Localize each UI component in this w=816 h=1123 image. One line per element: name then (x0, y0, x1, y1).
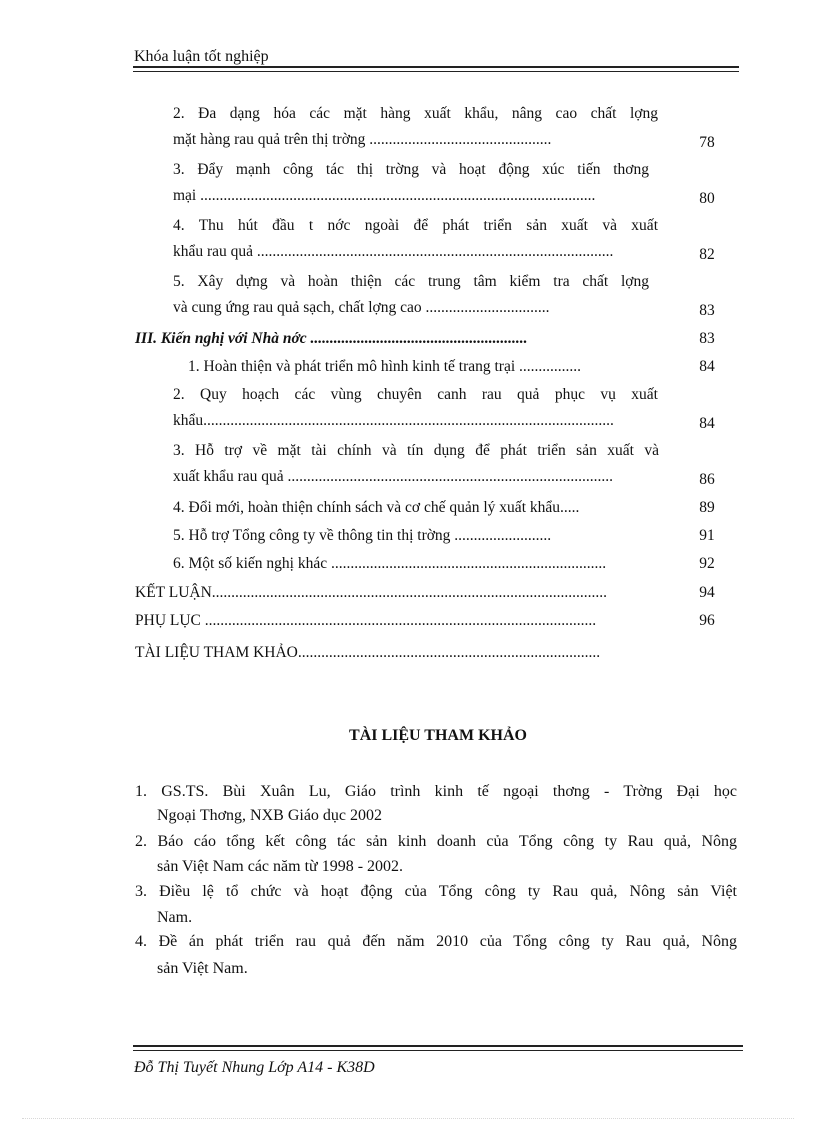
reference-item: 3. Điều lệ tổ chức và hoạt động của Tổng công ty Rau quả, Nông sản Việt (135, 883, 737, 900)
toc-entry-text: khẩu rau quả ............................................................................................ (173, 243, 614, 260)
toc-page-number: 83 (699, 302, 715, 319)
reference-item-continuation: Ngoại Thơng, NXB Giáo dục 2002 (157, 807, 383, 824)
running-footer: Đỗ Thị Tuyết Nhung Lớp A14 - K38D (134, 1059, 375, 1076)
toc-entry-text: 3. Hỗ trợ về mặt tài chính và tín dụng để phát triển sản xuất và (173, 442, 659, 459)
toc-entry-text: 2. Đa dạng hóa các mặt hàng xuất khẩu, nâng cao chất lợng (173, 105, 658, 122)
toc-entry-text: 3. Đẩy mạnh công tác thị trờng và hoạt động xúc tiến thơng (173, 161, 649, 178)
toc-entry-text: mại ...................................................................................................... (173, 187, 596, 204)
toc-entry-text: khẩu.......................................................................................................... (173, 412, 614, 429)
toc-page-number: 84 (699, 358, 715, 375)
page-border (22, 1118, 794, 1119)
toc-page-number: 86 (699, 471, 715, 488)
toc-entry-text: 5. Xây dựng và hoàn thiện các trung tâm kiểm tra chất lợng (173, 273, 649, 290)
toc-entry-text: III. Kiến nghị với Nhà nớc ........................................................ (135, 330, 528, 347)
reference-item: 2. Báo cáo tổng kết công tác sản kinh doanh của Tổng công ty Rau quả, Nông (135, 833, 737, 850)
running-header: Khóa luận tốt nghiệp (134, 48, 269, 65)
toc-page-number: 84 (699, 415, 715, 432)
toc-entry-text: PHỤ LỤC ..................................................................................................... (135, 612, 597, 629)
toc-entry-text: 4. Thu hút đầu t nớc ngoài để phát triển sản xuất và xuất (173, 217, 658, 234)
toc-page-number: 91 (699, 527, 715, 544)
toc-page-number: 83 (699, 330, 715, 347)
toc-page-number: 78 (699, 134, 715, 151)
toc-entry-text: 2. Quy hoạch các vùng chuyên canh rau quả phục vụ xuất (173, 386, 658, 403)
toc-page-number: 94 (699, 584, 715, 601)
toc-page-number: 92 (699, 555, 715, 572)
toc-entry-text: 4. Đổi mới, hoàn thiện chính sách và cơ chế quản lý xuất khẩu..... (173, 499, 580, 516)
toc-entry-text: TÀI LIỆU THAM KHẢO.............................................................................. (135, 644, 601, 661)
toc-entry-text: mặt hàng rau quả trên thị trờng ............................................... (173, 131, 552, 148)
reference-item: 4. Đề án phát triển rau quả đến năm 2010 của Tổng công ty Rau quả, Nông (135, 933, 737, 950)
toc-entry-text: và cung ứng rau quả sạch, chất lợng cao ................................ (173, 299, 550, 316)
header-divider (133, 66, 739, 72)
references-title: TÀI LIỆU THAM KHẢO (349, 727, 527, 744)
toc-entry-text: 6. Một số kiến nghị khác ....................................................................... (173, 555, 607, 572)
toc-page-number: 89 (699, 499, 715, 516)
toc-entry-text: KẾT LUẬN...................................................................................................... (135, 584, 608, 601)
toc-entry-text: 5. Hỗ trợ Tổng công ty về thông tin thị trờng ......................... (173, 527, 552, 544)
reference-item: 1. GS.TS. Bùi Xuân Lu, Giáo trình kinh tế ngoại thơng - Trờng Đại học (135, 783, 737, 800)
toc-page-number: 80 (699, 190, 715, 207)
toc-entry-text: xuất khẩu rau quả .................................................................................... (173, 468, 613, 485)
reference-item-continuation: sản Việt Nam các năm từ 1998 - 2002. (157, 858, 404, 875)
reference-item-continuation: Nam. (157, 909, 193, 926)
toc-entry-text: 1. Hoàn thiện và phát triển mô hình kinh tế trang trại ................ (188, 358, 582, 375)
reference-item-continuation: sản Việt Nam. (157, 960, 248, 977)
toc-page-number: 82 (699, 246, 715, 263)
toc-page-number: 96 (699, 612, 715, 629)
footer-divider (133, 1045, 743, 1051)
